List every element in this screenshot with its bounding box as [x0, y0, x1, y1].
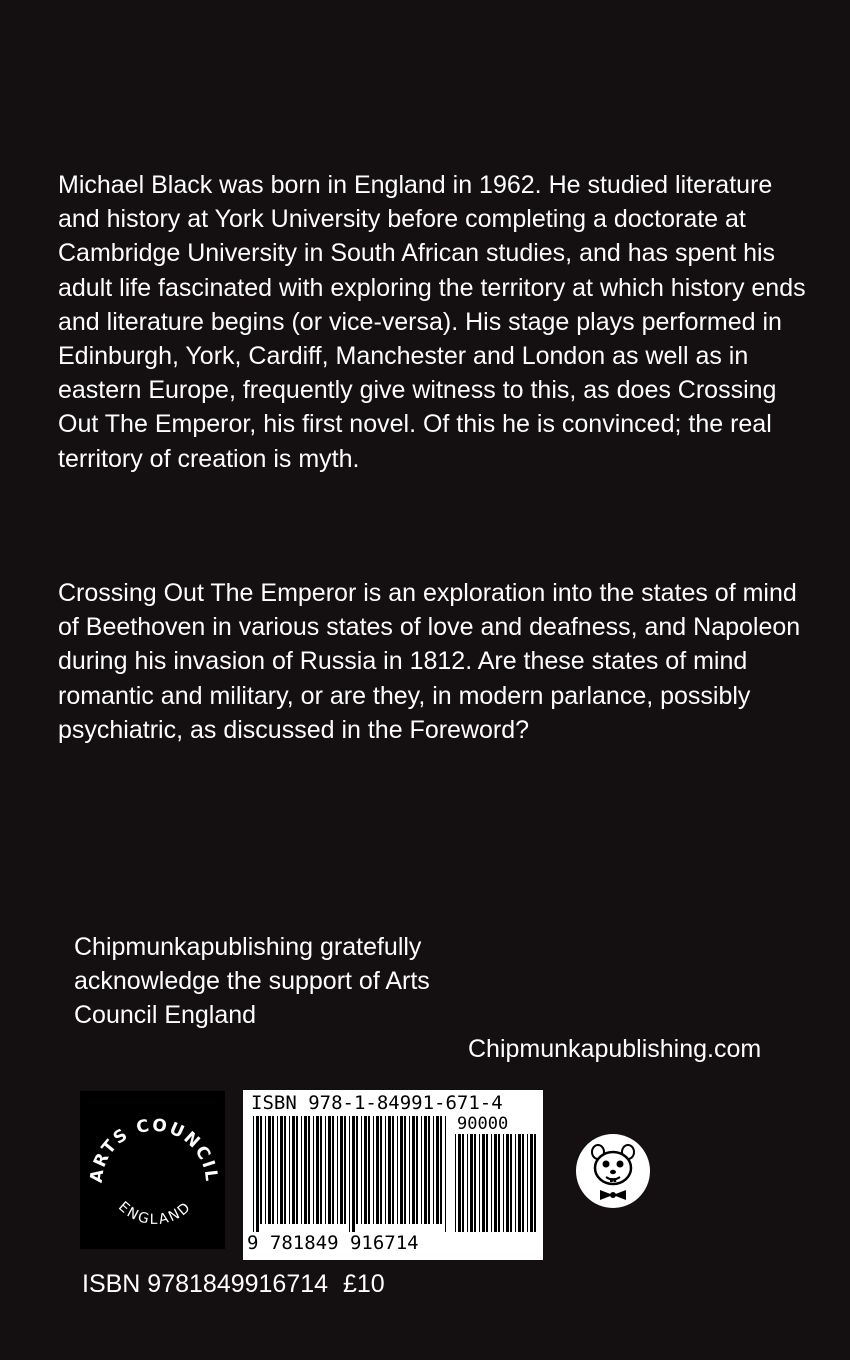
barcode-stripe	[316, 1116, 319, 1224]
barcode-stripe	[404, 1116, 406, 1224]
barcode-stripe	[340, 1116, 343, 1224]
barcode-stripe	[313, 1116, 314, 1224]
barcode-stripe	[361, 1116, 362, 1224]
barcode-addon-stripe	[530, 1134, 533, 1232]
barcode-stripe	[304, 1116, 307, 1224]
barcode-stripe	[320, 1116, 322, 1224]
barcode-stripe	[277, 1116, 278, 1224]
publisher-website: Chipmunkapublishing.com	[468, 1035, 762, 1063]
barcode-stripe	[260, 1116, 262, 1224]
barcode-bars	[253, 1116, 449, 1232]
barcode-stripe	[397, 1116, 398, 1224]
barcode-addon-stripe	[494, 1134, 497, 1232]
barcode-stripe	[428, 1116, 430, 1224]
barcode-addon-stripe	[462, 1134, 464, 1232]
barcode-stripe	[253, 1116, 254, 1232]
chipmunk-logo-icon	[574, 1132, 652, 1210]
barcode-stripe	[424, 1116, 427, 1224]
barcode-stripe	[380, 1116, 382, 1224]
author-bio: Michael Black was born in England in 1962. He studied literature and history at York University before completing a doctorate at Cambridge University in South African studies, and has spent his adult life fascinated with exploring the territory at which history ends and literature begins (or vice-versa). His stage plays performed in Edinburgh, York, Cardiff, Manchester and London as well as in eastern Europe, frequently give witness to this, as does Crossing Out The Emperor, his first novel. Of this he is convinced; the real territory of creation is myth.	[58, 171, 806, 473]
barcode-stripe	[296, 1116, 298, 1224]
barcode-addon-stripe	[515, 1134, 516, 1232]
barcode-addon-stripe	[474, 1134, 476, 1232]
barcode-stripe	[368, 1116, 370, 1224]
barcode-stripe	[344, 1116, 346, 1224]
barcode-addon-stripe	[479, 1134, 480, 1232]
barcode-stripe	[400, 1116, 403, 1224]
barcode-addon-bars	[455, 1134, 537, 1232]
svg-text:ARTS COUNCIL	[87, 1115, 222, 1184]
barcode-digits: 9 781849 916714	[247, 1232, 419, 1254]
book-blurb: Crossing Out The Emperor is an exploration into the states of mind of Beethoven in various states of love and deafness, and Napoleon during his invasion of Russia in 1812. Are these states of mind romantic and military, or are they, in modern parlance, possibly psychiatric, as discussed in the Foreword?	[58, 579, 801, 744]
barcode-stripe	[409, 1116, 410, 1224]
barcode-stripe	[412, 1116, 415, 1224]
barcode-addon-stripe	[498, 1134, 500, 1232]
barcode-addon-stripe	[470, 1134, 473, 1232]
barcode-stripe	[385, 1116, 386, 1224]
barcode-stripe	[433, 1116, 434, 1224]
barcode-stripe	[292, 1116, 295, 1224]
barcode-addon-stripe	[458, 1134, 461, 1232]
barcode-stripe	[308, 1116, 310, 1224]
barcode-stripe	[328, 1116, 331, 1224]
barcode-price-code: 90000	[457, 1114, 509, 1134]
barcode-stripe	[421, 1116, 422, 1224]
barcode-stripe	[388, 1116, 391, 1224]
barcode-addon-stripe	[527, 1134, 528, 1232]
barcode-stripe	[373, 1116, 374, 1224]
barcode-stripe	[392, 1116, 394, 1224]
svg-text:ENGLAND	[115, 1199, 195, 1228]
barcode-stripe	[256, 1116, 259, 1232]
barcode-stripe	[376, 1116, 379, 1224]
barcode-addon-stripe	[506, 1134, 509, 1232]
barcode-stripe	[436, 1116, 439, 1224]
barcode-stripe	[349, 1116, 350, 1232]
isbn-price-line	[82, 1267, 393, 1301]
footer-price: £10	[343, 1270, 385, 1298]
barcode-stripe	[352, 1116, 355, 1232]
barcode-addon-stripe	[455, 1134, 456, 1232]
barcode-stripe	[356, 1116, 358, 1224]
barcode-stripe	[301, 1116, 302, 1224]
footer-isbn: ISBN 9781849916714	[82, 1270, 329, 1298]
arts-logo-top-text: ARTS COUNCIL	[86, 1115, 222, 1185]
barcode-stripe	[440, 1116, 442, 1224]
barcode-addon-stripe	[503, 1134, 504, 1232]
barcode-addon-stripe	[510, 1134, 512, 1232]
arts-logo-bottom-text: ENGLAND	[115, 1198, 195, 1228]
barcode-stripe	[325, 1116, 326, 1224]
arts-council-england-logo	[80, 1091, 225, 1249]
barcode-stripe	[280, 1116, 283, 1224]
barcode-addon-stripe	[491, 1134, 492, 1232]
barcode-addon-stripe	[518, 1134, 521, 1232]
barcode-stripe	[332, 1116, 334, 1224]
barcode-addon-stripe	[482, 1134, 485, 1232]
barcode-stripe	[416, 1116, 418, 1224]
isbn-barcode	[243, 1090, 543, 1260]
barcode-stripe	[364, 1116, 367, 1224]
barcode-stripe	[445, 1116, 446, 1232]
barcode-stripe	[337, 1116, 338, 1224]
barcode-addon-stripe	[534, 1134, 536, 1232]
barcode-addon-stripe	[522, 1134, 524, 1232]
barcode-stripe	[265, 1116, 266, 1224]
barcode-stripe	[284, 1116, 286, 1224]
barcode-addon-stripe	[467, 1134, 468, 1232]
barcode-isbn-header: ISBN 978-1-84991-671-4	[251, 1092, 503, 1114]
barcode-stripe	[268, 1116, 271, 1224]
publisher-acknowledgement: Chipmunkapublishing gratefully acknowledge the support of Arts Council England	[74, 933, 430, 1030]
barcode-stripe	[272, 1116, 274, 1224]
barcode-stripe	[289, 1116, 290, 1224]
barcode-addon-stripe	[486, 1134, 488, 1232]
